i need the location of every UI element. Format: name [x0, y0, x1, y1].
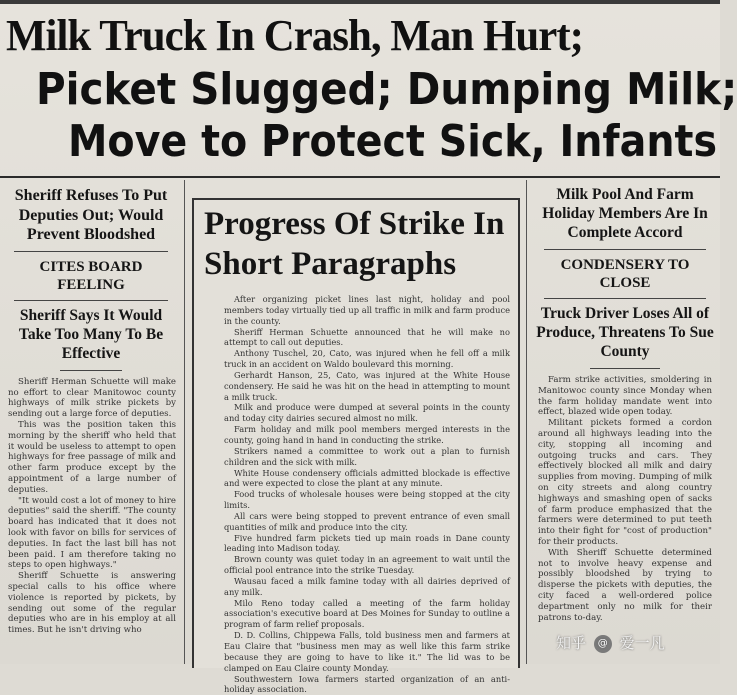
- left-sub-rule-2: [14, 300, 168, 301]
- headline-line-2: Picket Slugged; Dumping Milk;: [36, 64, 737, 115]
- center-paragraph: Farm holiday and milk pool members merged interests in the county, going hand in hand in conducting the strike.: [224, 424, 510, 445]
- column-rule-right: [526, 180, 527, 664]
- center-paragraph: D. D. Collins, Chippewa Falls, told business men and farmers at Eau Claire that "business men may as well like this farm strike because they are going to have to like it." The lid was to be clamped on Eau Claire county Monday.: [224, 630, 510, 673]
- left-sub-rule-1: [14, 251, 168, 252]
- center-paragraph: Milk and produce were dumped at several points in the county and today city dairies secured almost no milk.: [224, 402, 510, 424]
- watermark: [556, 632, 665, 653]
- column-rule-left: [184, 180, 185, 664]
- center-article-body: [224, 294, 510, 695]
- watermark-badge: @: [594, 635, 612, 653]
- headline-divider: [0, 176, 720, 178]
- center-title: Progress Of Strike In Short Paragraphs: [204, 206, 505, 282]
- left-paragraph: Sheriff Schuette is answering special calls to his office where violence is reported by pickets, by sending out some of the regular deputies who are in his employ at all times. But he isn't driving who: [8, 571, 176, 636]
- headline-line-3: Move to Protect Sick, Infants: [68, 116, 718, 167]
- center-paragraph: Wausau faced a milk famine today with all dairies deprived of any milk.: [224, 575, 510, 597]
- center-box: [192, 198, 520, 695]
- center-paragraph: Sheriff Herman Schuette announced that he will make no attempt to call out deputies.: [224, 326, 510, 348]
- center-paragraph: After organizing picket lines last night, holiday and pool members today virtually tied up all traffic in milk and farm produce in the county.: [224, 294, 510, 326]
- top-rule: [0, 0, 720, 4]
- right-paragraph: Militant pickets formed a cordon around all highways leading into the city, stopping all incoming and outgoing trucks and cars. They effectively blocked all milk and dairy supplies from moving. Dumping of milk on city streets and along country highways and smashing open of sacks of farm produce emphasized that the farmers were determined to put teeth into their fight for "cost of production" for their products.: [538, 418, 712, 547]
- right-column: [530, 180, 720, 623]
- left-paragraph: "It would cost a lot of money to hire deputies" said the sheriff. "The county board has indicated that it does not look with favor on bills for services of deputies. In fact the last bill has not been paid. I am therefore taking no steps to open highways.": [8, 495, 176, 571]
- center-paragraph: Five hundred farm pickets tied up main roads in Dane county leading into Madison today.: [224, 532, 510, 554]
- watermark-user: 爱一凡: [619, 634, 665, 652]
- headline-line-1: Milk Truck In Crash, Man Hurt;: [6, 11, 583, 60]
- left-deck: Sheriff Says It Would Take Too Many To Be Effective: [18, 307, 164, 362]
- left-headline: Sheriff Refuses To Put Deputies Out; Would Prevent Bloodshed: [14, 187, 168, 244]
- center-paragraph: Milo Reno today called a meeting of the farm holiday association's executive board at Des Moines for Sunday to outline a program of farm relief proposals.: [224, 597, 510, 630]
- center-paragraph: Food trucks of wholesale houses were being stopped at the city limits.: [224, 489, 510, 511]
- left-subhead-caps: CITES BOARD FEELING: [39, 258, 143, 293]
- center-paragraph: All cars were being stopped to prevent entrance of even small quantities of milk and produce into the city.: [224, 510, 510, 532]
- right-sub-rule-1: [544, 249, 706, 250]
- center-paragraph: Southwestern Iowa farmers started organization of an anti-holiday association.: [224, 673, 510, 695]
- right-paragraph: Farm strike activities, smoldering in Manitowoc county since Monday when the farm holiday mandate went into effect, blazed wide open today.: [538, 375, 712, 418]
- right-deck: Truck Driver Loses All of Produce, Threatens To Sue County: [536, 305, 714, 361]
- right-headline: Milk Pool And Farm Holiday Members Are In Complete Accord: [542, 186, 708, 241]
- right-paragraph: With Sheriff Schuette determined not to involve heavy expense and possibly bloodshed by trying to disperse the pickets with deputies, the city faced a well-ordered police department only no milk for their patrons to-day.: [538, 547, 712, 623]
- left-sub-rule-3: [60, 370, 122, 371]
- left-article-body: [0, 377, 182, 636]
- center-paragraph: Strikers named a committee to work out a plan to furnish children and the sick with milk.: [224, 445, 510, 467]
- center-paragraph: Gerhardt Hanson, 25, Cato, was injured at the White House condensery. He said he was hit on the head in attempting to mount a milk truck.: [224, 369, 510, 402]
- right-sub-rule-3: [590, 368, 660, 369]
- right-article-body: [530, 375, 720, 623]
- left-paragraph: Sheriff Herman Schuette will make no effort to clear Manitowoc county highways of milk strike pickets by sending out a large force of deputies.: [8, 376, 176, 420]
- watermark-site: 知乎: [556, 634, 587, 652]
- left-paragraph: This was the position taken this morning by the sheriff who held that it would be useless to attempt to open highways for free passage of milk and other farm produce except by the appointment of a large number of deputies.: [8, 420, 176, 495]
- center-paragraph: White House condensery officials admitted blockade is effective and were expected to close the plant at any minute.: [224, 467, 510, 489]
- right-subhead-caps: CONDENSERY TO CLOSE: [560, 256, 690, 292]
- center-paragraph: Anthony Tuschel, 20, Cato, was injured when he fell off a milk truck in an accident on Waldo boulevard this morning.: [224, 348, 510, 370]
- center-paragraph: Brown county was quiet today in an agreement to wait until the official pool entrance into the strike Tuesday.: [224, 554, 510, 576]
- right-sub-rule-2: [544, 298, 706, 299]
- left-column: [0, 180, 182, 636]
